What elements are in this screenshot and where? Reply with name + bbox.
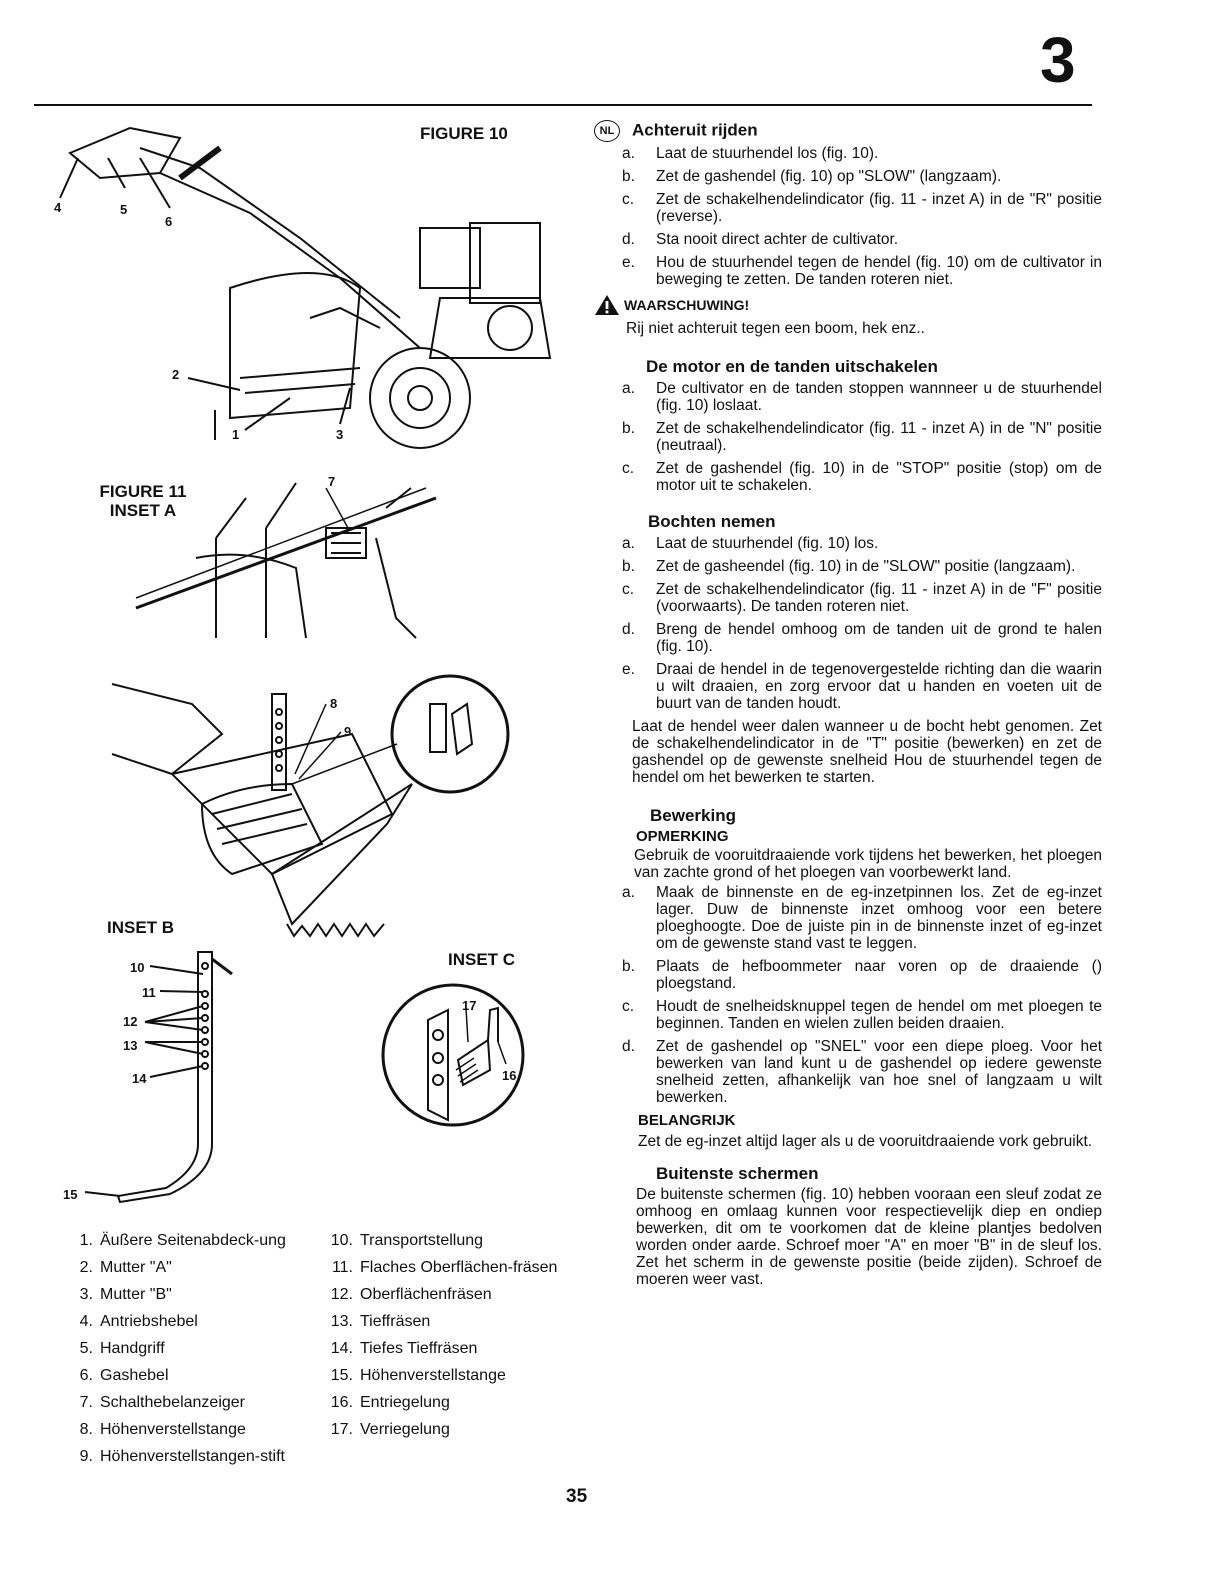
chapter-number: 3 <box>1040 24 1076 96</box>
inset-c-lock-illustration <box>378 980 528 1130</box>
list-item: b. Plaats de hefboommeter naar voren op de draaiende () ploegstand. <box>622 958 1102 992</box>
note-title: OPMERKING <box>636 828 729 845</box>
reverse-steps <box>594 145 1102 288</box>
stop-steps <box>594 380 1102 494</box>
warning-title: WAARSCHUWING! <box>624 296 750 313</box>
section-stop-title: De motor en de tanden uitschakelen <box>646 357 938 376</box>
warning-heading <box>594 294 1102 316</box>
callout-7: 7 <box>328 474 336 489</box>
section-reverse-title <box>594 120 1102 142</box>
figure-10-label: FIGURE 10 <box>420 124 508 143</box>
callout-2: 2 <box>172 367 180 382</box>
inset-b-depth-stake-illustration <box>80 944 250 1204</box>
warning-triangle-icon <box>594 294 620 316</box>
legend-item: 2. Mutter "A" <box>79 1259 172 1276</box>
page-number: 35 <box>566 1486 588 1507</box>
legend-item: 4. Antriebshebel <box>79 1313 198 1330</box>
note-text: Gebruik de vooruitdraaiende vork tijdens het bewerken, het ploegen van zachte grond of het ploegen van voorbewerkt land. <box>634 847 1102 881</box>
legend-item: 5. Handgriff <box>79 1340 165 1357</box>
list-item: d. Sta nooit direct achter de cultivator. <box>622 231 899 248</box>
section-turning-title: Bochten nemen <box>648 512 776 531</box>
callout-17: 17 <box>462 998 477 1013</box>
list-item: c. Zet de schakelhendelindicator (fig. 11 - inzet A) in de "R" positie (reverse). <box>622 191 1102 225</box>
legend-item: 17. Verriegelung <box>330 1421 450 1438</box>
callout-10: 10 <box>130 960 145 975</box>
legend-item: 9. Höhenverstellstangen-stift <box>79 1448 285 1465</box>
list-item: c. Zet de schakelhendelindicator (fig. 11 - inzet A) in de "F" positie (voorwaarts). De tanden roteren niet. <box>622 581 1102 615</box>
list-item: a. Laat de stuurhendel (fig. 10) los. <box>622 535 879 552</box>
list-item: e. Hou de stuurhendel tegen de hendel (fig. 10) om de cultivator in beweging te zetten. De tanden roteren niet. <box>622 254 1102 288</box>
shields-text: De buitenste schermen (fig. 10) hebben vooraan een sleuf zodat ze omhoog en omlaag kunnen voor respectievelijk diep en ondiep bewerken, dit om te voorkomen dat de kleine plantjes bedolven worden onder aarde. Schroef moer "A" en moer "B" in de sleuf los. Zet het scherm in de gewenste positie (beide zijden). Schroef de moeren weer vast. <box>636 1186 1102 1288</box>
important-title: BELANGRIJK <box>638 1112 736 1129</box>
legend-item: 13. Tieffräsen <box>330 1313 431 1330</box>
list-item: b. Zet de gashendel (fig. 10) op "SLOW" (langzaam). <box>622 168 1002 185</box>
legend-item: 12. Oberflächenfräsen <box>330 1286 492 1303</box>
legend-right-list <box>320 1232 560 1448</box>
callout-15: 15 <box>63 1187 78 1202</box>
figure-11-label-line2: INSET A <box>109 501 177 520</box>
figure-11-label-line1: FIGURE 11 <box>99 482 187 501</box>
list-item: a. De cultivator en de tanden stoppen wannneer u de stuurhendel (fig. 10) loslaat. <box>622 380 1102 414</box>
list-item: c. Houdt de snelheidsknuppel tegen de hendel om met ploegen te beginnen. Tanden en wielen zullen beiden draaien. <box>622 998 1102 1032</box>
legend-item: 11. Flaches Oberflächen-fräsen <box>331 1259 558 1276</box>
inset-c-label: INSET C <box>448 950 516 969</box>
legend-item: 7. Schalthebelanzeiger <box>79 1394 245 1411</box>
callout-12: 12 <box>123 1014 138 1029</box>
callout-4: 4 <box>54 200 62 215</box>
legend-item: 8. Höhenverstellstange <box>79 1421 246 1438</box>
turning-steps <box>594 535 1102 712</box>
legend-item: 15. Höhenverstellstange <box>330 1367 506 1384</box>
inset-b-label: INSET B <box>107 918 175 937</box>
callout-1: 1 <box>232 427 240 442</box>
section-tilling-title: Bewerking <box>650 806 736 825</box>
callout-13: 13 <box>123 1038 138 1053</box>
legend-item: 1. Äußere Seitenabdeck-ung <box>79 1232 286 1249</box>
callout-16: 16 <box>502 1068 517 1083</box>
list-item: a. Maak de binnenste en de eg-inzetpinnen los. Zet de eg-inzet lager. Duw de binnenste inzet omhoog voor een betere ploeghoogte. Doe de juiste pin in de binnenste inzet of eg-inzet om de gewenste stand vast te leggen. <box>622 884 1102 952</box>
legend-left-list <box>60 1232 310 1475</box>
figure-10-tiller-illustration <box>40 118 560 448</box>
legend-item: 14. Tiefes Tieffräsen <box>330 1340 478 1357</box>
legend-item: 10. Transportstellung <box>330 1232 484 1249</box>
callout-5: 5 <box>120 202 128 217</box>
list-item: b. Zet de gasheendel (fig. 10) in de "SLOW" positie (langzaam). <box>622 558 1076 575</box>
instructions-column <box>594 120 1102 1288</box>
figure-11-shift-indicator-illustration <box>136 478 436 638</box>
section-shields-title: Buitenste schermen <box>656 1164 819 1183</box>
header-rule <box>34 104 1092 106</box>
tilling-steps <box>594 884 1102 1106</box>
list-item: a. Laat de stuurhendel los (fig. 10). <box>622 145 879 162</box>
list-item: c. Zet de gashendel (fig. 10) in de "STOP" positie (stop) om de motor uit te schakelen. <box>622 460 1102 494</box>
callout-9: 9 <box>344 724 352 739</box>
callout-14: 14 <box>132 1071 147 1086</box>
shield-adjustment-illustration <box>112 674 524 944</box>
list-item: d. Zet de gashendel op "SNEL" voor een diepe ploeg. Voor het bewerken van land kunt u de gashendel op iedere gewenste snelheid zetten, afhankelijk van hoe snel of langzaam u wilt bewerken. <box>622 1038 1102 1106</box>
callout-11: 11 <box>142 985 156 1000</box>
list-item: b. Zet de schakelhendelindicator (fig. 11 - inzet A) in de "N" positie (neutraal). <box>622 420 1102 454</box>
list-item: e. Draai de hendel in de tegenovergestelde richting dan die waarin u wilt draaien, en zorg ervoor dat u handen en voeten uit de buurt van de tanden houdt. <box>622 661 1102 712</box>
callout-6: 6 <box>165 214 173 229</box>
list-item: d. Breng de hendel omhoog om de tanden uit de grond te halen (fig. 10). <box>622 621 1102 655</box>
legend-item: 16. Entriegelung <box>330 1394 450 1411</box>
turning-after-text: Laat de hendel weer dalen wanneer u de bocht hebt genomen. Zet de schakelhendelindicator in de "T" positie (bewerken) en zet de gashendel op de gewenste snelheid Hou de stuurhendel tegen de hendel om het bewerken te starten. <box>632 718 1102 786</box>
legend-item: 3. Mutter "B" <box>79 1286 172 1303</box>
warning-text: Rij niet achteruit tegen een boom, hek enz.. <box>626 320 925 337</box>
callout-3: 3 <box>336 427 344 442</box>
language-badge: NL <box>594 120 620 142</box>
important-text: Zet de eg-inzet altijd lager als u de vooruitdraaiende vork gebruikt. <box>638 1133 1093 1150</box>
callout-8: 8 <box>330 696 338 711</box>
legend-item: 6. Gashebel <box>79 1367 169 1384</box>
reverse-title-text: Achteruit rijden <box>632 120 758 140</box>
